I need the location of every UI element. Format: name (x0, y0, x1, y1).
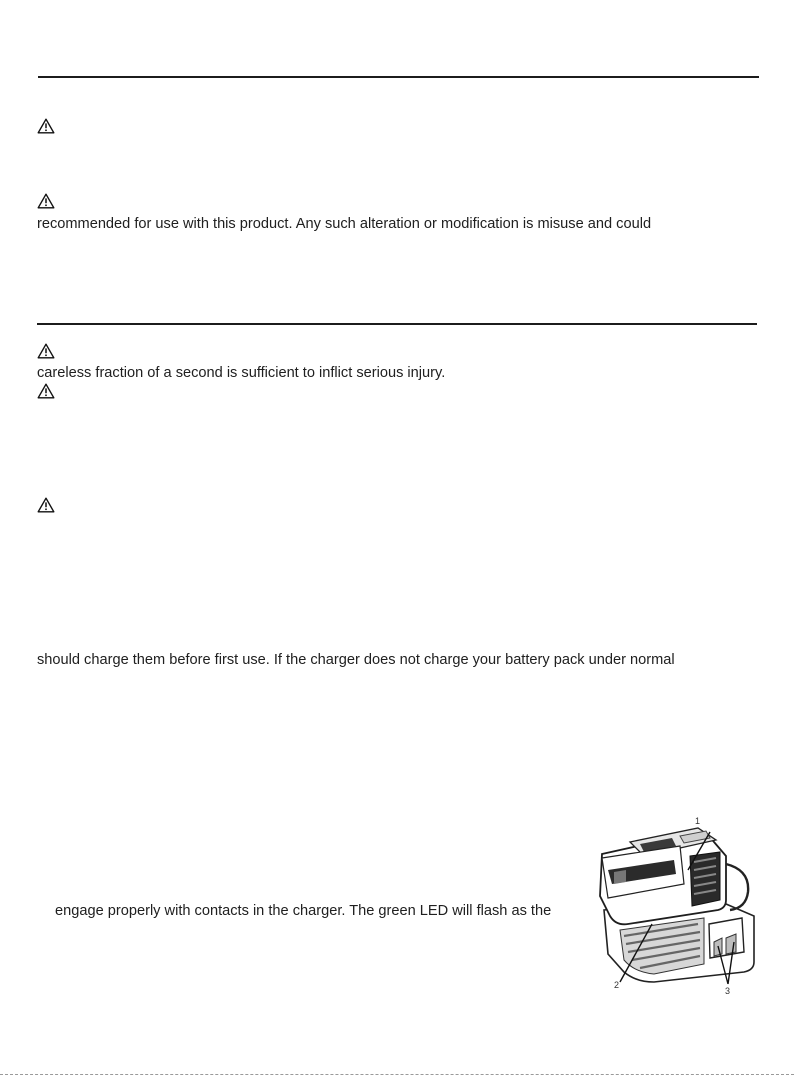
page-bottom-edge (0, 1074, 794, 1076)
warning-triangle-icon (37, 383, 55, 399)
section-divider-middle (37, 323, 757, 325)
figure-callout-3: 3 (725, 986, 731, 996)
warning-triangle-icon (37, 193, 55, 209)
warning-triangle-icon (37, 118, 55, 134)
battery-charger-illustration (594, 812, 764, 1002)
section-divider-top (38, 76, 759, 78)
warning-triangle-icon (37, 497, 55, 513)
body-text-line: recommended for use with this product. Any such alteration or modification is misuse and could (37, 216, 652, 232)
warning-triangle-icon (37, 343, 55, 359)
body-text-line: engage properly with contacts in the charger. The green LED will flash as the (55, 903, 552, 919)
body-text-line: should charge them before first use. If the charger does not charge your battery pack under normal (37, 652, 675, 668)
figure-callout-1: 1 (695, 816, 701, 826)
figure-callout-2: 2 (614, 980, 620, 990)
body-text-line: careless fraction of a second is sufficient to inflict serious injury. (37, 365, 446, 381)
